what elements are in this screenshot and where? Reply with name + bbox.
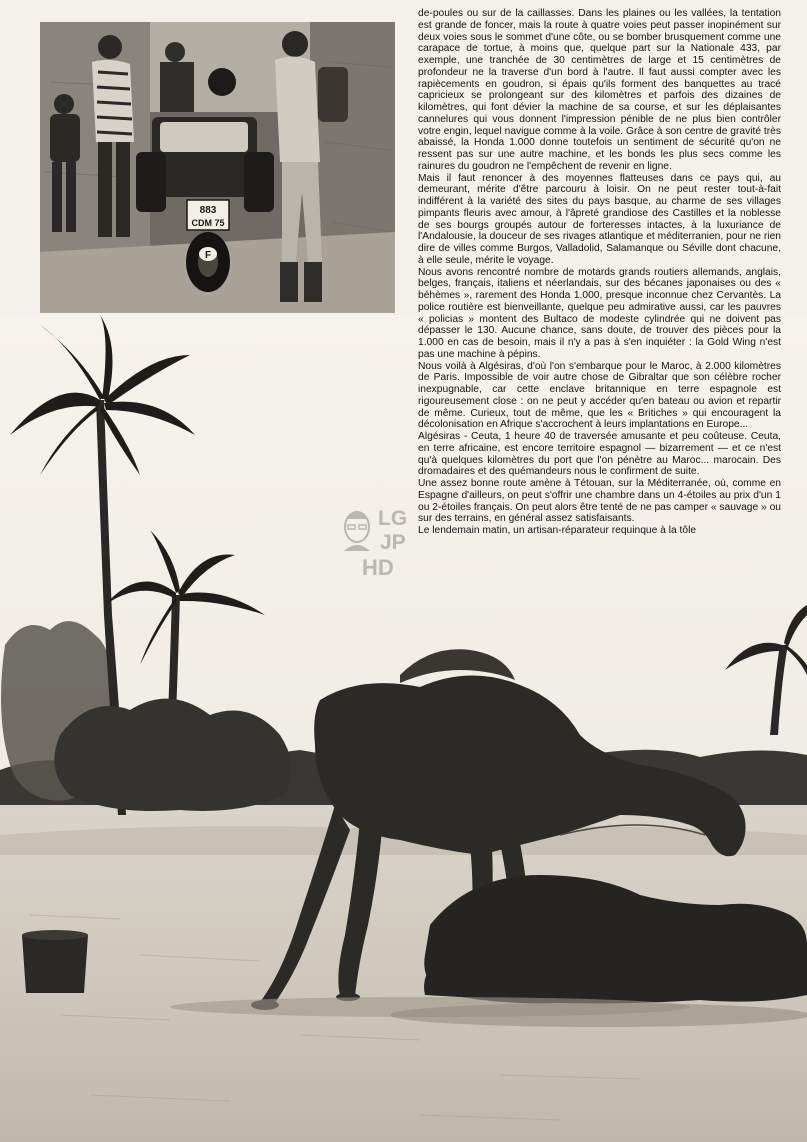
article-paragraph: Algésiras - Ceuta, 1 heure 40 de traversée amusante et peu coûteuse. Ceuta, en terre africaine, est encore territoire espagnol — bizarrement — et ce n'est qu'à quelques kilomètres du port que l'on pénètre au Maroc... marocain. Des dromadaires et des quémandeurs nous le confirment de suite.	[418, 431, 781, 478]
article-paragraph: Le lendemain matin, un artisan-réparateur requinque à la tôle	[418, 525, 697, 536]
article-paragraph: Nous voilà à Algésiras, d'où l'on s'embarque pour le Maroc, à 2.000 kilomètres de Paris. Impossible de voir autre chose de Gibraltar que son célèbre rocher inexpugnable, car cette enclave britannique en terre espagnole est rigoureusement close : on ne peut y accéder qu'en bateau ou avion et repartir de même. Curieux, tout de même, que les « Britiches » qui encouragent la décolonisation en Afrique s'accrochent à leurs implantations en Europe...	[418, 360, 781, 431]
article-text-column	[418, 8, 781, 537]
article-paragraph: Une assez bonne route amène à Tétouan, sur la Méditerranée, où, comme en Espagne d'ailleurs, on peut s'offrir une chambre dans un 4-étoiles au prix d'un 1 ou 2-étoiles français. On peut alors être tenté de ne pas camper « sauvage » ou sur des terrains, en général assez satisfaisants.	[418, 478, 781, 525]
watermark-logo	[340, 505, 420, 581]
watermark-text-lg: LG	[378, 507, 408, 530]
article-paragraph: Nous avons rencontré nombre de motards grands routiers allemands, anglais, belges, français, italiens et néerlandais, sur des bécanes japonaises ou des « béhèmes », rarement des Honda 1.000, presque inconnue chez Cervantès. La police routière est bienveillante, quelque peu admirative aussi, car les pauvres « policias » montent des Bultaco de modeste cylindrée qui ne doivent pas dépasser le 130. Aucune chance, sans doute, de trouver des pièces pour la 1.000 en cas de besoin, mais il n'y a pas à s'en inquiéter : la Gold Wing n'est pas une machine à pépins.	[418, 266, 781, 360]
watermark-text-hd: HD	[362, 555, 394, 580]
license-plate-line1: 883	[199, 205, 217, 216]
license-plate-line2: CDM 75	[191, 218, 225, 228]
watermark-text-jp: JP	[380, 531, 406, 554]
street-scene-illustration	[40, 22, 395, 313]
country-badge-letter: F	[204, 250, 212, 261]
article-paragraph: de-poules ou sur de la caillasses. Dans les plaines ou les vallées, la tentation est grande de foncer, mais la route à quatre voies peut passer inopinément sur deux voies sous le sommet d'une côte, ou se bomber brusquement comme une carapace de tortue, à moins que, quelque part sur la Nationale 433, par exemple, une tranchée de 30 centimètres de large et 15 centimètres de profondeur ne la traverse d'un bord à l'autre. Il faut aussi compter avec les rapiècements en goudron, si épais qu'ils forment des banquettes au tracé capricieux se prolongeant sur des kilomètres et parfois des dizaines de kilomètres, qui font dévier la machine de sa course, et sur les déplaisantes cannelures qui vous donnent l'impression pénible de ne plus bien contrôler votre engin, lequel navigue comme à la voile. Grâce à son centre de gravité très abaissé, la Honda 1.000 donne toutefois un sentiment de sécurité qu'on ne ressent pas sur une autre machine, et les bonds les plus secs comme les rainures du goudron ne l'empêchent de revenir en ligne.	[418, 8, 781, 172]
article-paragraph: Mais il faut renoncer à des moyennes flatteuses dans ce pays qui, au demeurant, mérite d'être parcouru à loisir. On ne peut rester tout-à-fait indifférent à la variété des sites du pays basque, au charme de ses villages pimpants fleuris avec amour, à l'âpreté grandiose des Castilles et la noblesse de ses bourgs groupés autour de forteresses intactes, à la luxuriance de l'Andalousie, la douceur de ses rivages atlantique et méditerranien, pour ne rien dire de villes comme Burgos, Valladolid, Salamanque ou Séville dont chacune, à elle seule, mérite le voyage.	[418, 172, 781, 266]
portrait-icon	[340, 507, 374, 553]
motorcycle-street-photo	[40, 22, 395, 313]
